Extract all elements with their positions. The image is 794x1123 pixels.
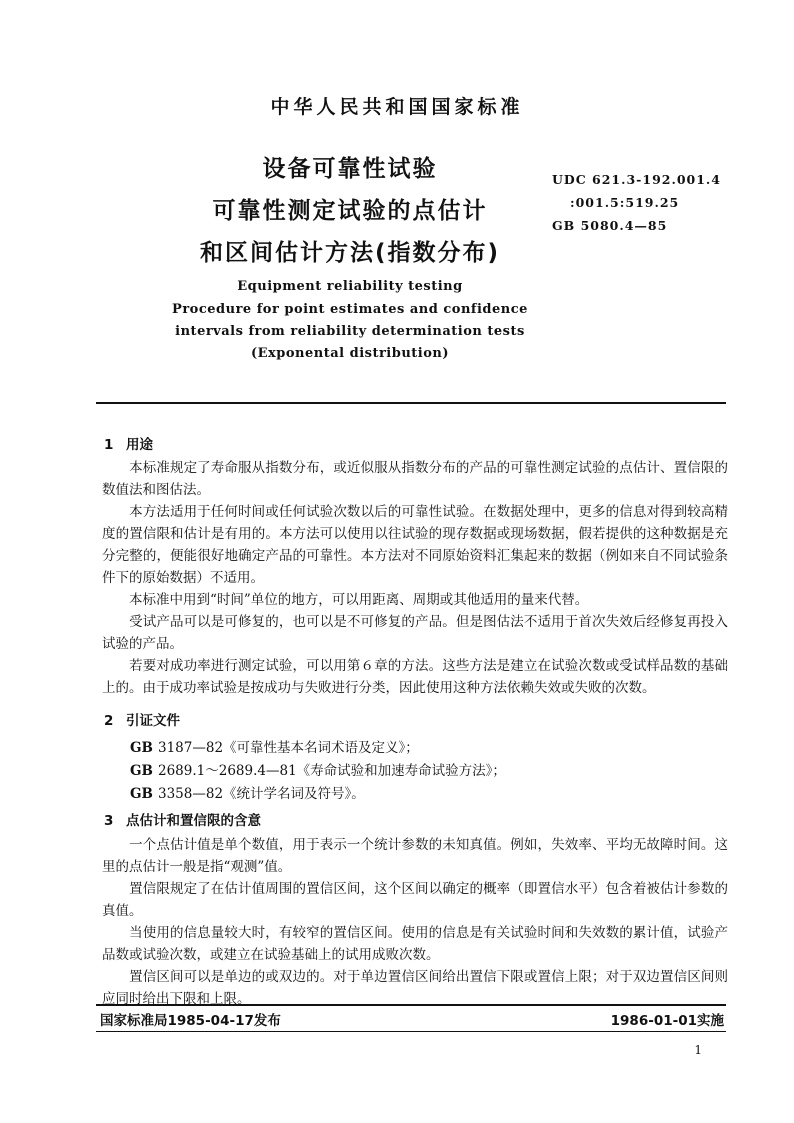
footer-bottom-divider bbox=[96, 1031, 726, 1032]
reference-item: GB 3187—82《可靠性基本名词术语及定义》； bbox=[130, 740, 419, 756]
section-1-paragraph-4: 受试产品可以是可修复的，也可以是不可修复的产品。但是图估法不适用于首次失效后经修复再投入试验的产品。 bbox=[102, 614, 728, 652]
reference-item: GB 2689.1～2689.4—81《寿命试验和加速寿命试验方法》； bbox=[130, 763, 506, 779]
section-2-title: 引证文件 bbox=[126, 713, 180, 729]
section-3-paragraph-3: 当使用的信息量较大时，有较窄的置信区间。使用的信息是有关试验时间和失效数的累计值，试验产品数或试验次数，或建立在试验基础上的试用成败次数。 bbox=[102, 925, 728, 963]
section-3-paragraph-1: 一个点估计值是单个数值，用于表示一个统计参数的未知真值。例如，失效率、平均无故障时间。这里的点估计一般是指“观测”值。 bbox=[102, 837, 728, 875]
title-cn-line-3: 和区间估计方法(指数分布) bbox=[199, 240, 501, 266]
section-1-paragraph-3: 本标准中用到“时间”单位的地方，可以用距离、周期或其他适用的量来代替。 bbox=[129, 592, 589, 608]
issue-date: 国家标准局1985-04-17发布 bbox=[100, 1013, 281, 1029]
section-3-title: 点估计和置信限的含意 bbox=[126, 813, 261, 829]
section-2-number: 2 bbox=[104, 713, 114, 729]
section-1-title: 用途 bbox=[126, 437, 153, 453]
section-1-paragraph-2: 本方法适用于任何时间或任何试验次数以后的可靠性试验。在数据处理中，更多的信息对得到较高精度的置信限和估计是有用的。本方法可以使用以往试验的现存数据或现场数据，假若提供的这种数据是充分完整的，便能很好地确定产品的可靠性。本方法对不同原始资料汇集起来的数据（例如来自不同试验条件下的原始数据）不适用。 bbox=[102, 504, 728, 586]
title-en-line-2: Procedure for point estimates and confidence bbox=[172, 302, 528, 317]
gb-number: GB 5080.4—85 bbox=[552, 218, 668, 233]
udc-code: UDC 621.3-192.001.4 bbox=[552, 172, 721, 187]
effective-date: 1986-01-01实施 bbox=[610, 1013, 724, 1029]
section-1-number: 1 bbox=[104, 437, 114, 453]
title-en-line-1: Equipment reliability testing bbox=[237, 279, 463, 294]
title-en-line-4: (Exponental distribution) bbox=[250, 346, 450, 361]
section-3-paragraph-2: 置信限规定了在估计值周围的置信区间，这个区间以确定的概率（即置信水平）包含着被估计参数的真值。 bbox=[102, 881, 728, 919]
section-3-heading bbox=[104, 809, 261, 829]
section-2-heading bbox=[104, 709, 180, 729]
header-divider bbox=[96, 402, 726, 404]
section-1-heading bbox=[104, 433, 153, 453]
section-1-paragraph-5: 若要对成功率进行测定试验，可以用第６章的方法。这些方法是建立在试验次数或受试样品数的基础上的。由于成功率试验是按成功与失败进行分类，因此使用这种方法依赖失效或失败的次数。 bbox=[102, 658, 728, 696]
footer-divider bbox=[96, 1004, 726, 1006]
section-3-paragraph-4: 置信区间可以是单边的或双边的。对于单边置信区间给出置信下限或置信上限；对于双边置信区间则应同时给出下限和上限。 bbox=[102, 969, 728, 1007]
reference-item: GB 3358—82《统计学名词及符号》。 bbox=[130, 786, 365, 802]
page-number: 1 bbox=[694, 1043, 702, 1057]
section-1-paragraph-1: 本标准规定了寿命服从指数分布，或近似服从指数分布的产品的可靠性测定试验的点估计、置信限的数值法和图估法。 bbox=[102, 460, 728, 498]
title-cn-line-2: 可靠性测定试验的点估计 bbox=[212, 198, 488, 224]
title-cn-line-1: 设备可靠性试验 bbox=[262, 156, 438, 182]
standard-name: 中华人民共和国国家标准 bbox=[270, 96, 524, 118]
title-en-line-3: intervals from reliability determination tests bbox=[175, 324, 525, 339]
section-3-number: 3 bbox=[104, 813, 114, 829]
udc-code-continued: :001.5:519.25 bbox=[570, 195, 680, 210]
